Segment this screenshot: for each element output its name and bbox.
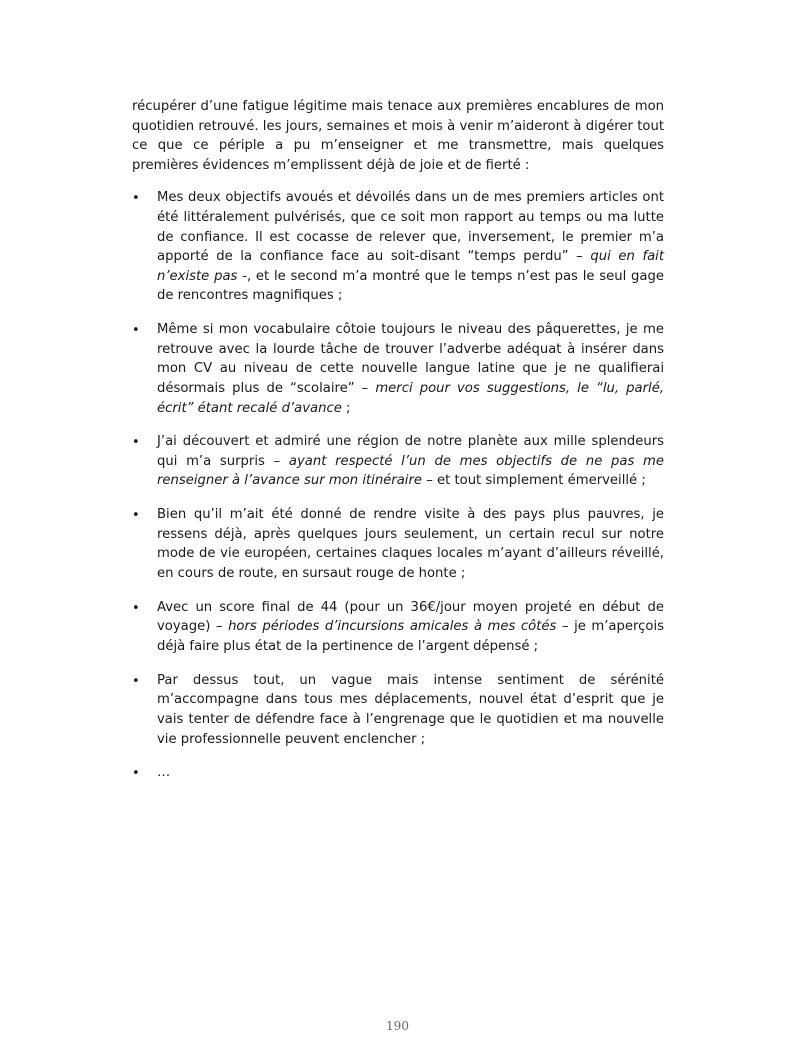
bullet-icon: • [132, 673, 140, 689]
list-item [132, 763, 664, 783]
list-item [132, 671, 664, 749]
bullet-italic-text: hors périodes d’incursions amicales à mes côtés [228, 619, 557, 635]
bullet-icon: • [132, 766, 140, 782]
bullet-text: Avec un score final de 44 (pour un 36€/jour moyen projeté en début de voyage) – [157, 599, 664, 635]
bullet-icon: • [132, 435, 140, 451]
list-item [132, 432, 664, 491]
bullet-icon: • [132, 508, 140, 524]
page-body [132, 97, 664, 797]
bullet-text-end: -, et le second m’a montré que le temps n’est pas le seul gage de rencontres magnifiques ; [157, 268, 664, 304]
list-item [132, 188, 664, 306]
bullet-italic-text: ayant respecté l’un de mes objectifs de ne pas me renseigner à l’avance sur mon itinéraire [157, 453, 664, 489]
bullet-icon: • [132, 191, 140, 207]
list-item [132, 598, 664, 657]
list-item [132, 320, 664, 418]
bullet-text: Mes deux objectifs avoués et dévoilés dans un de mes premiers articles ont été littéralement pulvérisés, que ce soit mon rapport au temps ou ma lutte de confiance. Il est cocasse de relever que, inversement, le premier m’a apporté de la confiance face au soit-disant “temps perdu” – [157, 190, 664, 265]
bullet-text: Bien qu’il m’ait été donné de rendre visite à des pays plus pauvres, je ressens déjà, après quelques jours seulement, un certain recul sur notre mode de vie européen, certaines claques locales m’ayant d’ailleurs réveillé, en cours de route, en sursaut rouge de honte ; [157, 507, 664, 582]
list-item [132, 505, 664, 583]
bullet-text-end: – et tout simplement émerveillé ; [422, 473, 646, 489]
bullet-text: Par dessus tout, un vague mais intense sentiment de sérénité m’accompagne dans tous mes déplacements, nouvel état d’esprit que je vais tenter de défendre face à l’engrenage que le quotidien et ma nouvelle vie professionnelle peuvent enclencher ; [157, 672, 664, 747]
page-number: 190 [386, 1019, 409, 1033]
bullet-text: … [157, 765, 171, 781]
bullet-italic-text: merci pour vos suggestions, le “lu, parlé, écrit” étant recalé d’avance [157, 380, 665, 416]
intro-paragraph: récupérer d’une fatigue légitime mais tenace aux premières encablures de mon quotidien retrouvé. les jours, semaines et mois à venir m’aideront à digérer tout ce que ce périple a pu m’enseigner et me transmettre, mais quelques premières évidences m’emplissent déjà de joie et de fierté : [132, 99, 664, 173]
bullet-icon: • [132, 600, 140, 616]
bullet-text-end: – je m’aperçois déjà faire plus état de la pertinence de l’argent dépensé ; [157, 619, 664, 654]
bullet-text: Même si mon vocabulaire côtoie toujours le niveau des pâquerettes, je me retrouve avec la lourde tâche de trouver l’adverbe adéquat à insérer dans mon CV au niveau de cette nouvelle langue latine que je ne qualifierai désormais plus de “scolaire” – [157, 322, 664, 396]
bullet-icon: • [132, 323, 140, 339]
bullet-text-end: ; [341, 400, 351, 416]
bullet-italic-text: qui en fait n’existe pas [157, 249, 665, 284]
bullet-text: J’ai découvert et admiré une région de notre planète aux mille splendeurs qui m’a surpris – [157, 434, 664, 469]
bullet-list [132, 188, 664, 783]
